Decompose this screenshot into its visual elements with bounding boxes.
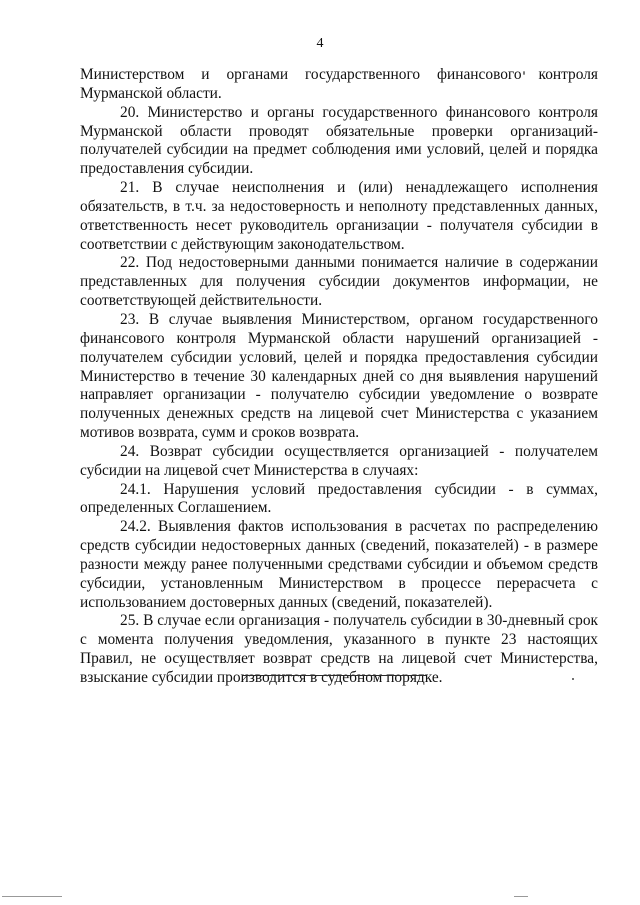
paragraph-24: 24. Возврат субсидии осуществляется организацией - получателем субсидии на лицевой счет Министерства в случаях: [80, 442, 598, 479]
footer-mark [2, 896, 62, 897]
paragraph-21: 21. В случае неисполнения и (или) ненадлежащего исполнения обязательств, в т.ч. за недостоверность и неполноту представленных данных, ответственность несет руководитель организации - получателя субсидии в соответствии с действующим законодательством. [80, 179, 598, 253]
document-body [80, 66, 598, 688]
scan-speck [572, 678, 574, 680]
paragraph-22: 22. Под недостоверными данными понимается наличие в содержании представленных для получения субсидии документов информации, не соответствующей действительности. [80, 254, 598, 310]
paragraph-20: 20. Министерство и органы государственного финансового контроля Мурманской области проводят обязательные проверки организаций-получателей субсидии на предмет соблюдения ими условий, целей и порядка предоставления субсидии. [80, 103, 598, 178]
paragraph-24-1: 24.1. Нарушения условий предоставления субсидии - в суммах, определенных Соглашением. [80, 480, 598, 517]
paragraph-24-2: 24.2. Выявления фактов использования в расчетах по распределению средств субсидии недостоверных данных (сведений, показателей) - в размере разности между ранее полученными средствами субсидии и объемом средств субсидии, установленным Министерством в процессе перерасчета с использованием достоверных данных (сведений, показателей). [80, 518, 598, 611]
paragraph-23: 23. В случае выявления Министерством, органом государственного финансового контроля Мурманской области нарушений организацией - получателем субсидии условий, целей и порядка предоставления субсидии Министерство в течение 30 календарных дней со дня выявления нарушений направляет организации - получателю субсидии уведомление о возврате полученных денежных средств на лицевой счет Министерства с указанием мотивов возврата, сумм и сроков возврата. [80, 310, 598, 442]
footer-mark [514, 896, 528, 897]
end-of-text-rule [243, 675, 426, 676]
page-number: 4 [316, 36, 324, 51]
paragraph-25: 25. В случае если организация - получатель субсидии в 30-дневный срок с момента получения уведомления, указанного в пункте 23 настоящих Правил, не осуществляет возврат средств на лицевой счет Министерства, взыскание субсидии производится в судебном порядке. [80, 612, 598, 686]
paragraph-continuation: Министерством и органами государственного финансового контроля Мурманской области. [80, 66, 598, 102]
